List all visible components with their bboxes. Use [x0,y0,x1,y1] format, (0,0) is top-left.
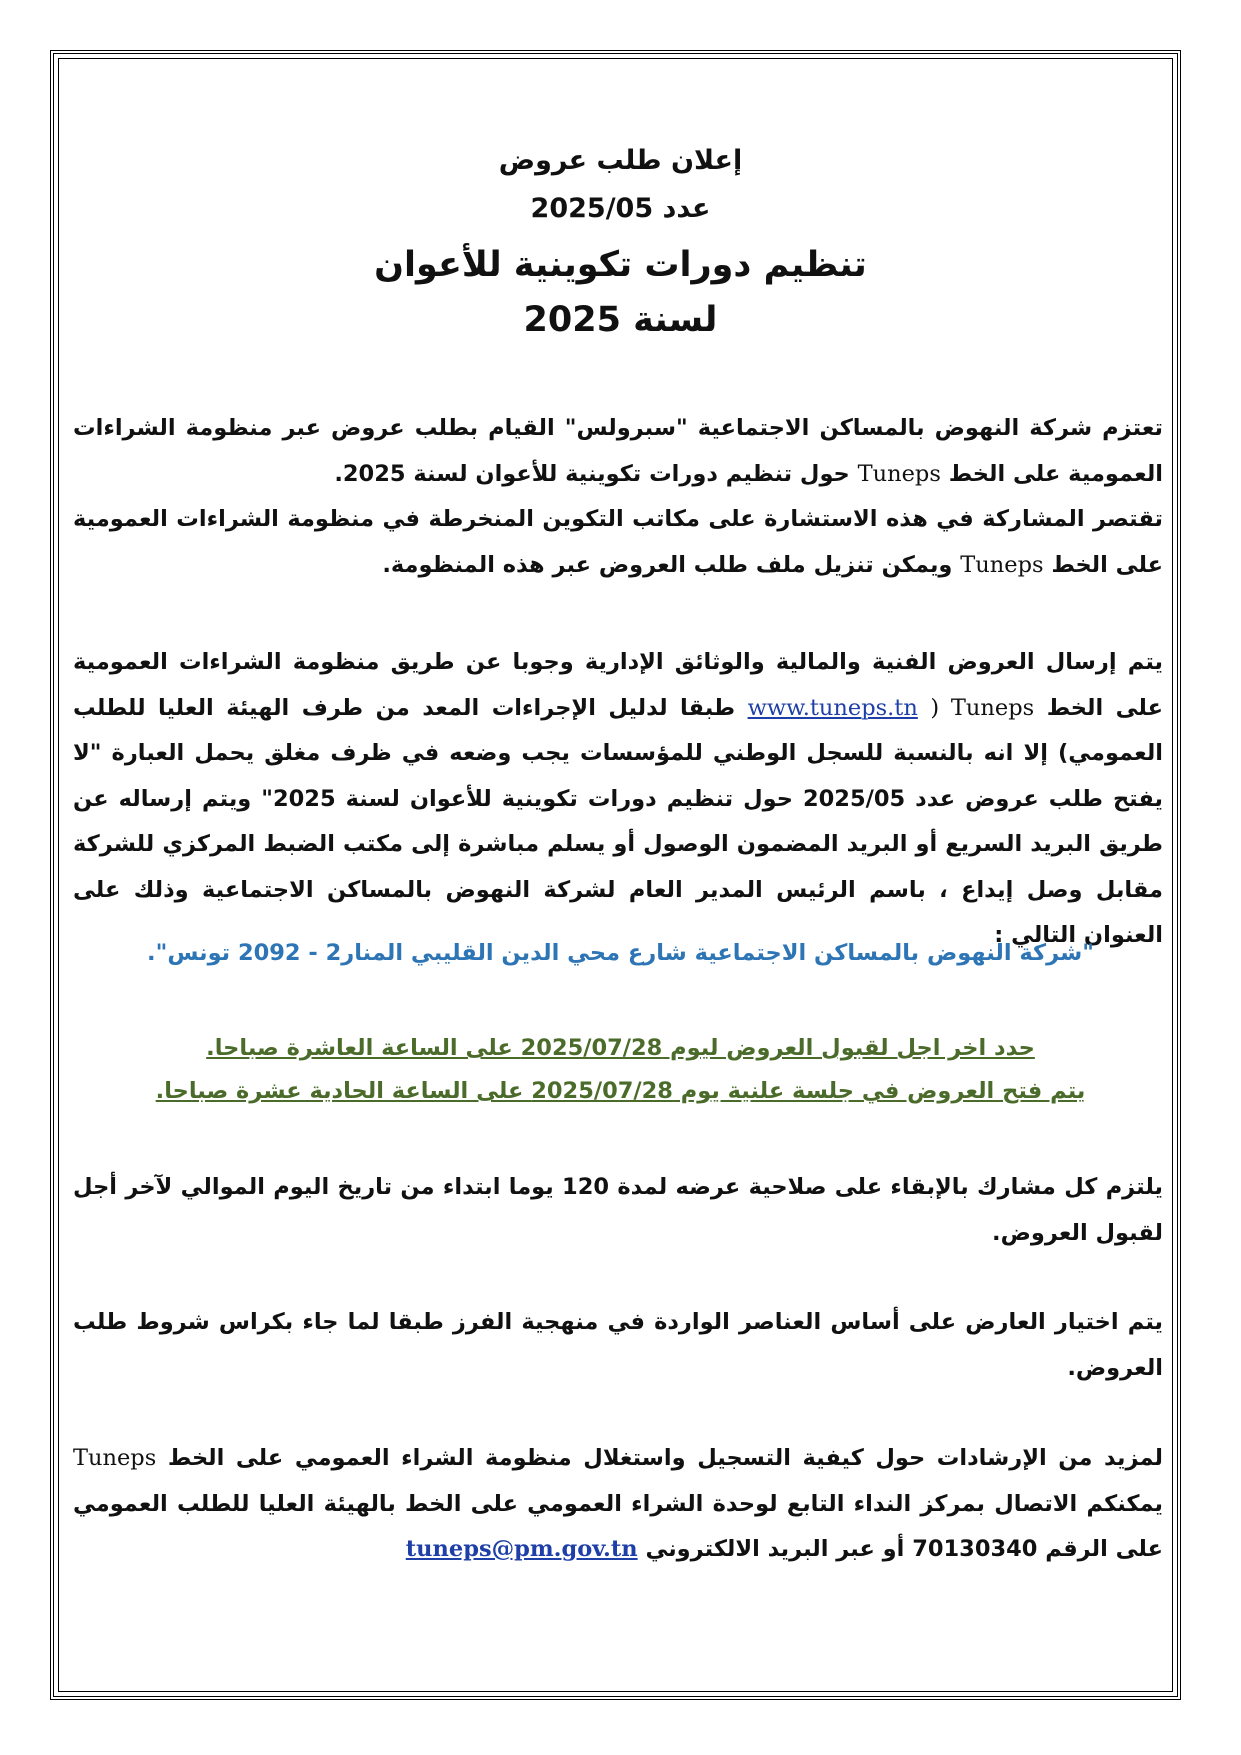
contact-text-1: لمزيد من الإرشادات حول كيفية التسجيل واستغلال منظومة الشراء العمومي على الخط [167,1445,1163,1471]
submission-paragraph [73,640,1163,959]
selection-paragraph [73,1300,1163,1391]
contact-paragraph [73,1436,1163,1573]
participation-text-2: ويمكن تنزيل ملف طلب العروض عبر هذه المنظومة. [382,551,953,578]
notice-subject: تنظيم دورات تكوينية للأعوان [374,245,867,285]
submission-text-2: طبقا لدليل الإجراءات المعد من طرف الهيئة العليا للطلب العمومي) إلا انه بالنسبة للسجل الوطني للمؤسسات يجب وضعه في ظرف مغلق يحمل العبارة "لا يفتح طلب عروض عدد 2025/05 حول تنظيم دورات تكوينية للأعوان لسنة 2025" ويتم إرساله عن طريق البريد السريع أو البريد المضمون الوصول أو يسلم مباشرة إلى مكتب الضبط المركزي للشركة مقابل وصل إيداع ، باسم الرئيس المدير العام لشركة النهوض بالمساكن الاجتماعية وذلك على العنوان التالي : [73,694,1164,948]
opening-session [0,1078,1241,1104]
validity-text: يلتزم كل مشارك بالإبقاء على صلاحية عرضه لمدة 120 يوما ابتداء من تاريخ اليوم الموالي لآخر أجل لقبول العروض. [73,1174,1163,1246]
submission-text-1: يتم إرسال العروض الفنية والمالية والوثائق الإدارية وجوبا عن طريق منظومة الشراءات العمومية على الخط [73,649,1163,721]
intro-paragraph [73,406,1163,588]
tuneps-label: Tuneps ( [930,694,1035,721]
intro-text-2: حول تنظيم دورات تكوينية للأعوان لسنة 2025. [334,460,850,487]
intro-text-1: تعتزم شركة النهوض بالمساكن الاجتماعية "سبرولس" القيام بطلب عروض عبر منظومة الشراءات العمومية على الخط [73,415,1163,487]
deadline-text: حدد اخر اجل لقبول العروض ليوم 2025/07/28 على الساعة العاشرة صباحا. [206,1035,1035,1061]
contact-email-link[interactable]: tuneps@pm.gov.tn [405,1536,638,1562]
opening-text: يتم فتح العروض في جلسة علنية يوم 2025/07/28 على الساعة الحادية عشرة صباحا. [155,1078,1086,1104]
participation-text-1: تقتصر المشاركة في هذه الاستشارة على مكاتب التكوين المنخرطة في منظومة الشراءات العمومية على الخط [73,506,1163,578]
selection-text: يتم اختيار العارض على أساس العناصر الواردة في منهجية الفرز طبقا لما جاء بكراس شروط طلب العروض. [73,1309,1163,1381]
submission-deadline [0,1035,1241,1061]
company-address: "شركة النهوض بالمساكن الاجتماعية شارع محي الدين القليبي المنار2 - 2092 تونس". [147,940,1094,966]
tuneps-website-link[interactable]: www.tuneps.tn [747,694,918,721]
notice-title: إعلان طلب عروض [498,145,743,176]
tuneps-label: Tuneps [857,460,941,487]
tuneps-label: Tuneps [960,551,1044,578]
validity-paragraph [73,1165,1163,1256]
notice-year: لسنة 2025 [523,300,718,340]
contact-text-2: يمكنكم الاتصال بمركز النداء التابع لوحدة الشراء العمومي على الخط بالهيئة العليا للطلب العمومي على الرقم 70130340 أو عبر البريد الالكتروني [73,1490,1163,1562]
tuneps-label: Tuneps [73,1445,157,1471]
notice-number: عدد 2025/05 [530,193,711,224]
